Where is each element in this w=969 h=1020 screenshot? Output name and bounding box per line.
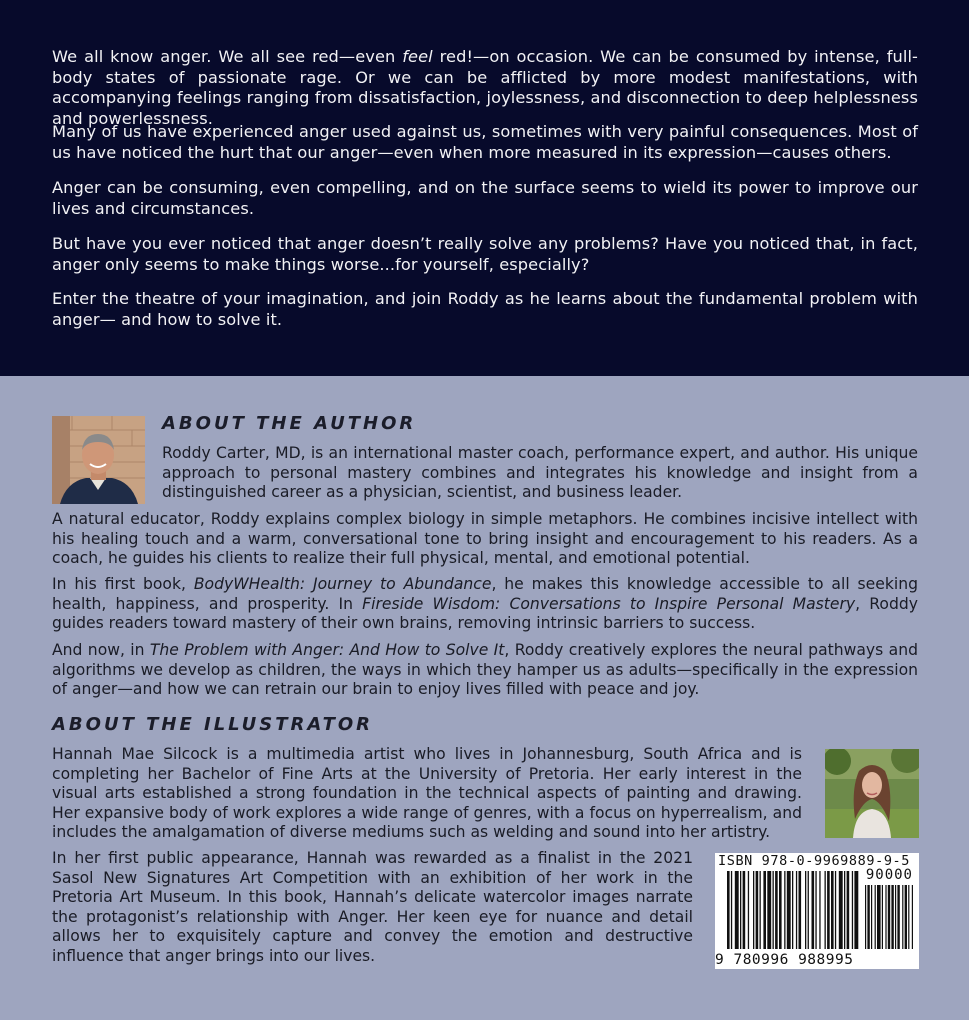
author-photo <box>52 416 145 504</box>
barcode-bar <box>740 871 741 949</box>
barcode-bars <box>727 871 915 951</box>
intro-paragraph-2: Many of us have experienced anger used against us, sometimes with very painful consequences. Most of us have noticed the hurt that our anger—even when more measured in its expression—causes others. <box>52 122 918 162</box>
about-author-heading: ABOUT THE AUTHOR <box>162 413 417 434</box>
barcode-addon-bar <box>875 885 876 949</box>
barcode-bar <box>844 871 845 949</box>
barcode-addon-bar <box>882 885 883 949</box>
barcode-addon-bar <box>908 885 909 949</box>
barcode-bar <box>775 871 778 949</box>
barcode-bar <box>756 871 759 949</box>
barcode-bar <box>731 871 732 949</box>
barcode-bar <box>839 871 843 949</box>
barcode-bar <box>808 871 809 949</box>
barcode-bar <box>779 871 782 949</box>
barcode-number: 9 780996 988995 <box>715 952 854 968</box>
illustrator-photo <box>825 749 919 838</box>
barcode-bar <box>835 871 836 949</box>
barcode-bar <box>727 871 730 949</box>
barcode-addon-bar <box>895 885 896 949</box>
barcode-bar <box>773 871 774 949</box>
barcode-bar <box>748 871 749 949</box>
barcode-addon-bar <box>897 885 899 949</box>
barcode-addon-bar <box>891 885 893 949</box>
barcode-bar <box>852 871 853 949</box>
barcode-bar <box>827 871 830 949</box>
barcode-addon-bar <box>871 885 872 949</box>
barcode-bar <box>763 871 766 949</box>
about-illustrator-heading: ABOUT THE ILLUSTRATOR <box>52 714 374 735</box>
barcode-addon-bar <box>865 885 866 949</box>
barcode-bar <box>831 871 834 949</box>
barcode-addon-bar <box>905 885 907 949</box>
barcode-bar <box>787 871 791 949</box>
intro-paragraph-4: But have you ever noticed that anger doesn’t really solve any problems? Have you noticed that, in fact, anger only seems to make things worse...for yourself, especially? <box>52 234 918 274</box>
barcode-bar <box>796 871 797 949</box>
author-paragraph-1: Roddy Carter, MD, is an international master coach, performance expert, and author. His unique approach to personal mastery combines and integrates his knowledge and insight from a distinguished career as a physician, scientist, and business leader. <box>162 444 918 502</box>
barcode-addon-bar <box>888 885 890 949</box>
barcode-addon-bar <box>877 885 881 949</box>
barcode-bar <box>854 871 858 949</box>
intro-paragraph-5: Enter the theatre of your imagination, and join Roddy as he learns about the fundamental problem with anger— and how to solve it. <box>52 289 918 329</box>
author-paragraph-2: A natural educator, Roddy explains complex biology in simple metaphors. He combines incisive intellect with his healing touch and a warm, conversational tone to bring insight and encouragement to his readers. As a coach, he guides his clients to realize their full physical, mental, and emotional potential. <box>52 510 918 568</box>
illustrator-paragraph-1: Hannah Mae Silcock is a multimedia artist who lives in Johannesburg, South Africa and is completing her Bachelor of Fine Arts at the University of Pretoria. Her early interest in the visual arts established a strong foundation in the technical aspects of painting and drawing. Her expansive body of work explores a wide range of genres, with a focus on hyperrealism, and includes the amalgamation of diverse mediums such as welding and sound into her artistry. <box>52 745 802 842</box>
barcode-bar <box>825 871 826 949</box>
price-code: 90000 <box>865 867 913 883</box>
barcode-bar <box>812 871 815 949</box>
barcode-addon-bar <box>912 885 913 949</box>
isbn-text: ISBN 978-0-9969889-9-5 <box>718 853 911 869</box>
barcode-bar <box>753 871 754 949</box>
barcode-bar <box>819 871 820 949</box>
barcode-bar <box>760 871 761 949</box>
barcode-addon-bar <box>867 885 869 949</box>
isbn-barcode <box>715 853 919 969</box>
barcode-bar <box>743 871 746 949</box>
barcode-bar <box>735 871 739 949</box>
barcode-bar <box>847 871 850 949</box>
barcode-addon-bar <box>885 885 886 949</box>
barcode-bar <box>792 871 793 949</box>
barcode-bar <box>805 871 806 949</box>
barcode-bar <box>784 871 785 949</box>
intro-paragraph-1: We all know anger. We all see red—even feel red!—on occasion. We can be consumed by intense, full-body states of passionate rage. Or we can be afflicted by more modest manifestations, with accompanying feelings ranging from dissatisfaction, joylessness, and disconnection to deep helplessness and powerlessness. <box>52 47 918 128</box>
description-panel <box>0 0 969 376</box>
barcode-bar <box>799 871 802 949</box>
barcode-bar <box>815 871 816 949</box>
barcode-addon-bar <box>902 885 903 949</box>
illustrator-paragraph-2: In her first public appearance, Hannah was rewarded as a finalist in the 2021 Sasol New Signatures Art Competition with an exhibition of her work in the Pretoria Art Museum. In this book, Hannah’s delicate watercolor images narrate the protagonist’s relationship with Anger. Her keen eye for nuance and detail allows her to exquisitely capture and convey the emotion and destructive influence that anger brings into our lives. <box>52 849 693 965</box>
barcode-bar <box>767 871 771 949</box>
intro-paragraph-3: Anger can be consuming, even compelling, and on the surface seems to wield its power to improve our lives and circumstances. <box>52 178 918 218</box>
author-paragraph-3: In his first book, BodyWHealth: Journey to Abundance, he makes this knowledge accessible to all seeking health, happiness, and prosperity. In Fireside Wisdom: Conversations to Inspire Personal Mastery, Roddy guides readers toward mastery of their own brains, removing intrinsic barriers to success. <box>52 575 919 633</box>
author-paragraph-4: And now, in The Problem with Anger: And How to Solve It, Roddy creatively explores the neural pathways and algorithms we develop as children, the ways in which they hamper us as adults—specifically in the expression of anger—and how we can retrain our brain to enjoy lives filled with peace and joy. <box>52 641 918 699</box>
